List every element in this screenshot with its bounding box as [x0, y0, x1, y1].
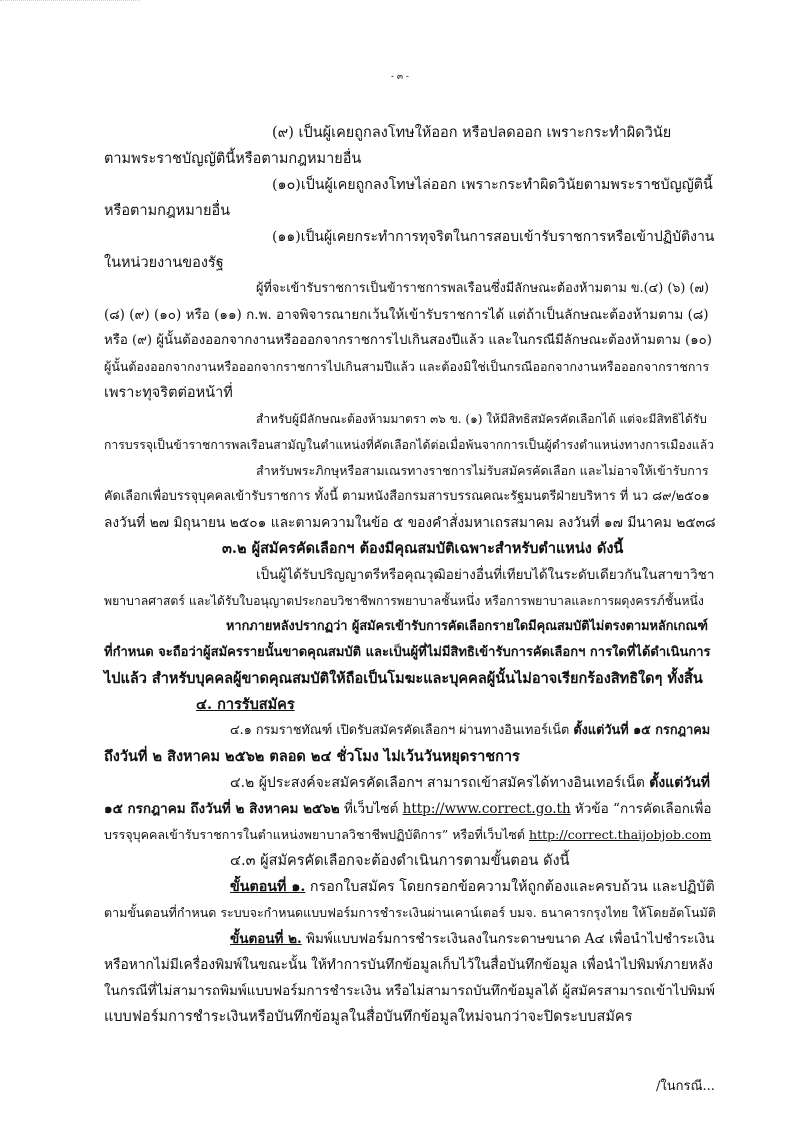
- text-line: การบรรจุเป็นข้าราชการพลเรือนสามัญในตำแหน่งที่คัดเลือกได้ต่อเมื่อพ้นจากการเป็นผู้ดำรงตำแหน่งทางการเมืองแล้ว: [104, 438, 714, 452]
- text-line: ในหน่วยงานของรัฐ: [104, 255, 224, 271]
- step-1-label: ขั้นตอนที่ ๑.: [230, 879, 306, 895]
- bold-text-line: หากภายหลังปรากฏว่า ผู้สมัครเข้ารับการคัดเลือกรายใดมีคุณสมบัติไม่ตรงตามหลักเกณฑ์: [226, 619, 708, 634]
- text-run: ที่เว็บไซต์: [339, 801, 403, 817]
- text-line: (๘) (๙) (๑๐) หรือ (๑๑) ก.พ. อาจพิจารณายกเว้นให้เข้ารับราชการได้ แต่ถ้าเป็นลักษณะต้องห้ามตาม (๘): [104, 307, 709, 323]
- text-run: พิมพ์แบบฟอร์มการชำระเงินลงในกระดาษขนาด A๔ เพื่อนำไปชำระเงิน: [301, 931, 715, 947]
- text-run: ๔.๒ ผู้ประสงค์จะสมัครคัดเลือกฯ สามารถเข้าสมัครได้ทางอินเทอร์เน็ต: [230, 775, 650, 791]
- bold-run: ตั้งแต่วันที่: [649, 775, 710, 791]
- text-line: หรือหากไม่มีเครื่องพิมพ์ในขณะนั้น ให้ทำการบันทึกข้อมูลเก็บไว้ในสื่อบันทึกข้อมูล เพื่อนำไปพิมพ์ภายหลัง: [104, 957, 713, 973]
- text-line: (๑๑)เป็นผู้เคยกระทำการทุจริตในการสอบเข้ารับราชการหรือเข้าปฏิบัติงาน: [272, 229, 715, 245]
- text-run: บรรจุบุคคลเข้ารับราชการในตำแหน่งพยาบาลวิชาชีพปฏิบัติการ” หรือที่เว็บไซต์: [104, 827, 530, 842]
- correct-website-link[interactable]: http://www.correct.go.th: [402, 801, 571, 817]
- text-line: พยาบาลศาสตร์ และได้รับใบอนุญาตประกอบวิชาชีพการพยาบาลชั้นหนึ่ง หรือการพยาบาลและการผดุงครรภ์ชั้นหนึ่ง: [104, 594, 704, 608]
- text-line: หรือ (๙) ผู้นั้นต้องออกจากงานหรือออกจากราชการไปเกินสองปีแล้ว และในกรณีมีลักษณะต้องห้ามตาม (๑๐): [104, 333, 712, 348]
- page-number: - ๓ -: [391, 72, 409, 82]
- text-line: ลงวันที่ ๒๗ มิถุนายน ๒๕๐๑ และตามความในข้อ ๕ ของคำสั่งมหาเถรสมาคม ลงวันที่ ๑๗ มีนาคม ๒๕๓๘: [104, 515, 716, 531]
- text-line: ผู้นั้นต้องออกจากงานหรือออกจากราชการไปเกินสามปีแล้ว และต้องมิใช่เป็นกรณีออกจากงานหรือออกจากราชการ: [104, 359, 710, 374]
- text-line: แบบฟอร์มการชำระเงินหรือบันทึกข้อมูลในสื่อบันทึกข้อมูลใหม่จนกว่าจะปิดระบบสมัคร: [104, 1009, 633, 1025]
- bold-run: ๑๕ กรกฎาคม ถึงวันที่ ๒ สิงหาคม ๒๕๖๒: [104, 801, 340, 817]
- text-run: กรอกใบสมัคร โดยกรอกข้อความให้ถูกต้องและครบถ้วน และปฏิบัติ: [305, 879, 715, 895]
- step-2-label: ขั้นตอนที่ ๒.: [230, 931, 302, 947]
- scan-edge-mark: [0, 0, 140, 11]
- text-line: หรือตามกฎหมายอื่น: [104, 203, 231, 219]
- continuation-marker: /ในกรณี...: [656, 1079, 715, 1094]
- text-run: หัวข้อ “การคัดเลือกเพื่อ: [570, 801, 712, 817]
- text-line: สำหรับพระภิกษุหรือสามเณรทางราชการไม่รับสมัครคัดเลือก และไม่อาจให้เข้ารับการ: [256, 463, 709, 478]
- text-line: ตามขั้นตอนที่กำหนด ระบบจะกำหนดแบบฟอร์มการชำระเงินผ่านเคาน์เตอร์ บมจ. ธนาคารกรุงไทย ให้โดยอัตโนมัติ: [104, 905, 716, 920]
- thaijobjob-website-link[interactable]: http://correct.thaijobjob.com: [529, 827, 712, 842]
- bold-text-line: ถึงวันที่ ๒ สิงหาคม ๒๕๖๒ ตลอด ๒๔ ชั่วโมง ไม่เว้นวันหยุดราชการ: [104, 748, 520, 765]
- text-line: (๙) เป็นผู้เคยถูกลงโทษให้ออก หรือปลดออก เพราะกระทำผิดวินัย: [272, 125, 672, 141]
- text-line: [230, 772, 710, 794]
- text-run: ๔.๑ กรมราชทัณฑ์ เปิดรับสมัครคัดเลือกฯ ผ่านทางอินเทอร์เน็ต: [230, 723, 574, 738]
- section-4-heading: ๔. การรับสมัคร: [196, 696, 295, 713]
- text-line: [230, 720, 710, 742]
- text-line: [104, 824, 711, 846]
- text-line: ตามพระราชบัญญัตินี้หรือตามกฎหมายอื่น: [104, 151, 362, 167]
- text-line: [104, 798, 712, 820]
- section-3-2-heading: ๓.๒ ผู้สมัครคัดเลือกฯ ต้องมีคุณสมบัติเฉพาะสำหรับตำแหน่ง ดังนี้: [222, 540, 624, 557]
- text-line: (๑๐)เป็นผู้เคยถูกลงโทษไล่ออก เพราะกระทำผิดวินัยตามพระราชบัญญัตินี้: [272, 177, 713, 193]
- text-line: ในกรณีที่ไม่สามารถพิมพ์แบบฟอร์มการชำระเงิน หรือไม่สามารถบันทึกข้อมูลได้ ผู้สมัครสามารถเข้าไปพิมพ์: [104, 983, 715, 999]
- text-line: เป็นผู้ได้รับปริญญาตรีหรือคุณวุฒิอย่างอื่นที่เทียบได้ในระดับเดียวกันในสาขาวิชา: [256, 567, 715, 583]
- text-line: สำหรับผู้มีลักษณะต้องห้ามมาตรา ๓๖ ข. (๑) ให้มีสิทธิสมัครคัดเลือกได้ แต่จะมีสิทธิได้รับ: [256, 412, 707, 426]
- bold-text-line: ที่กำหนด จะถือว่าผู้สมัครรายนั้นขาดคุณสมบัติ และเป็นผู้ที่ไม่มีสิทธิเข้ารับการคัดเลือกฯ การใดที่ได้ดำเนินการ: [104, 645, 711, 660]
- text-line: ๔.๓ ผู้สมัครคัดเลือกจะต้องดำเนินการตามขั้นตอน ดังนี้: [230, 853, 570, 869]
- bold-text-line: ไปแล้ว สำหรับบุคคลผู้ขาดคุณสมบัติให้ถือเป็นโมฆะและบุคคลผู้นั้นไม่อาจเรียกร้องสิทธิใดๆ ทั้งสิ้น: [104, 670, 703, 687]
- text-line: คัดเลือกเพื่อบรรจุบุคคลเข้ารับราชการ ทั้งนี้ ตามหนังสือกรมสารบรรณคณะรัฐมนตรีฝ่ายบริหาร ที่ นว ๘๙/๒๕๐๑: [104, 489, 710, 504]
- text-line: [230, 928, 715, 950]
- bold-run: ตั้งแต่วันที่ ๑๕ กรกฎาคม: [573, 723, 711, 738]
- text-line: [230, 876, 715, 898]
- text-line: เพราะทุจริตต่อหน้าที่: [104, 385, 233, 401]
- text-line: ผู้ที่จะเข้ารับราชการเป็นข้าราชการพลเรือนซึ่งมีลักษณะต้องห้ามตาม ข.(๔) (๖) (๗): [256, 281, 709, 296]
